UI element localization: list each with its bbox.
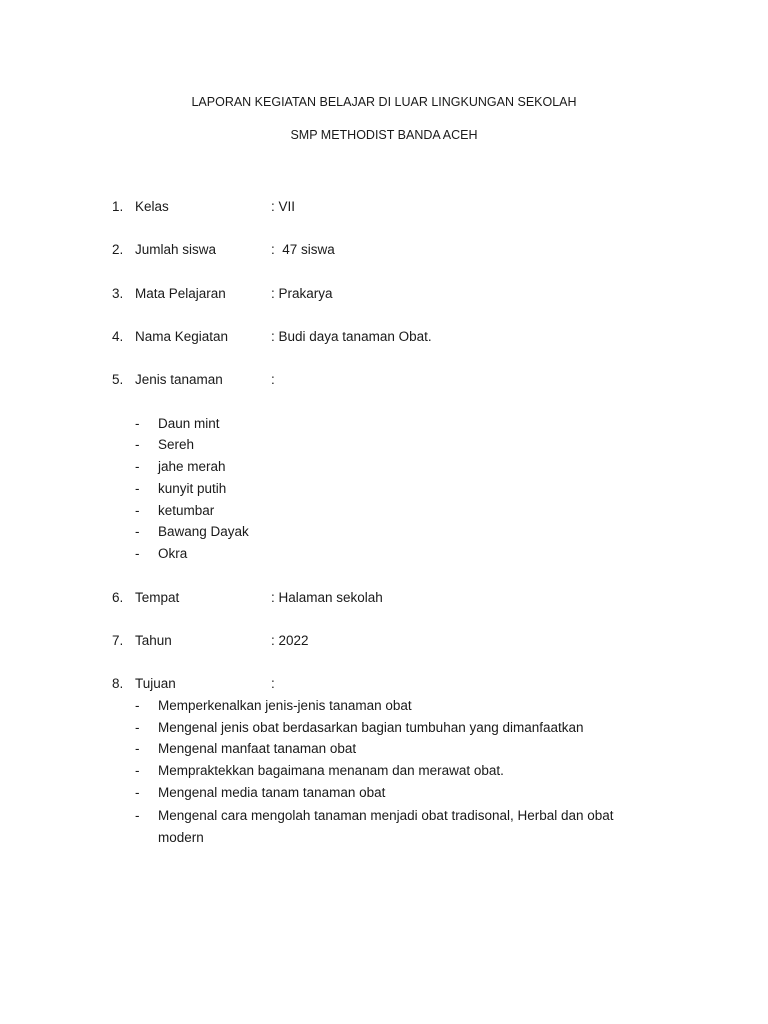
- bullet-dash: -: [135, 546, 140, 561]
- plant-name: jahe merah: [158, 459, 226, 474]
- bullet-dash: -: [135, 741, 140, 756]
- field-number: 7.: [112, 633, 124, 648]
- field-label: Tempat: [135, 590, 180, 605]
- bullet-dash: -: [135, 437, 140, 452]
- field-number: 3.: [112, 286, 124, 301]
- field-label: Nama Kegiatan: [135, 329, 229, 344]
- bullet-dash: -: [135, 763, 140, 778]
- bullet-dash: -: [135, 808, 140, 823]
- field-value: : 47 siswa: [271, 242, 335, 257]
- goal-text: Mempraktekkan bagaimana menanam dan merawat obat.: [158, 763, 504, 778]
- plant-name: Daun mint: [158, 416, 220, 431]
- field-value: : 2022: [271, 633, 309, 648]
- school-name: SMP METHODIST BANDA ACEH: [290, 128, 478, 142]
- field-label: Jumlah siswa: [135, 242, 217, 257]
- goal-text: Mengenal media tanam tanaman obat: [158, 785, 386, 800]
- field-label: Tujuan: [135, 676, 176, 691]
- goal-text: Mengenal cara mengolah tanaman menjadi obat tradisonal, Herbal dan obat modern: [158, 808, 614, 845]
- goal-text: Mengenal manfaat tanaman obat: [158, 741, 357, 756]
- field-value: :: [271, 676, 275, 691]
- field-number: 4.: [112, 329, 124, 344]
- bullet-dash: -: [135, 524, 140, 539]
- field-number: 6.: [112, 590, 124, 605]
- field-value: : Budi daya tanaman Obat.: [271, 329, 432, 344]
- field-value: : Prakarya: [271, 286, 333, 301]
- plant-name: kunyit putih: [158, 481, 227, 496]
- bullet-dash: -: [135, 698, 140, 713]
- bullet-dash: -: [135, 503, 140, 518]
- plant-name: Bawang Dayak: [158, 524, 249, 539]
- bullet-dash: -: [135, 785, 140, 800]
- field-number: 1.: [112, 199, 124, 214]
- report-title: LAPORAN KEGIATAN BELAJAR DI LUAR LINGKUNGAN SEKOLAH: [191, 95, 577, 109]
- field-number: 8.: [112, 676, 124, 691]
- field-label: Kelas: [135, 199, 169, 214]
- plant-name: Sereh: [158, 437, 195, 452]
- field-value: : Halaman sekolah: [271, 590, 383, 605]
- bullet-dash: -: [135, 481, 140, 496]
- field-value: : VII: [271, 199, 296, 214]
- goal-list-item: [135, 805, 635, 848]
- field-number: 2.: [112, 242, 124, 257]
- plant-name: Okra: [158, 546, 188, 561]
- bullet-dash: -: [135, 720, 140, 735]
- field-number: 5.: [112, 372, 124, 387]
- goal-text: Memperkenalkan jenis-jenis tanaman obat: [158, 698, 412, 713]
- field-label: Tahun: [135, 633, 172, 648]
- field-label: Mata Pelajaran: [135, 286, 226, 301]
- field-value: :: [271, 372, 275, 387]
- plant-name: ketumbar: [158, 503, 215, 518]
- field-label: Jenis tanaman: [135, 372, 223, 387]
- goal-text: Mengenal jenis obat berdasarkan bagian tumbuhan yang dimanfaatkan: [158, 720, 584, 735]
- bullet-dash: -: [135, 459, 140, 474]
- bullet-dash: -: [135, 416, 140, 431]
